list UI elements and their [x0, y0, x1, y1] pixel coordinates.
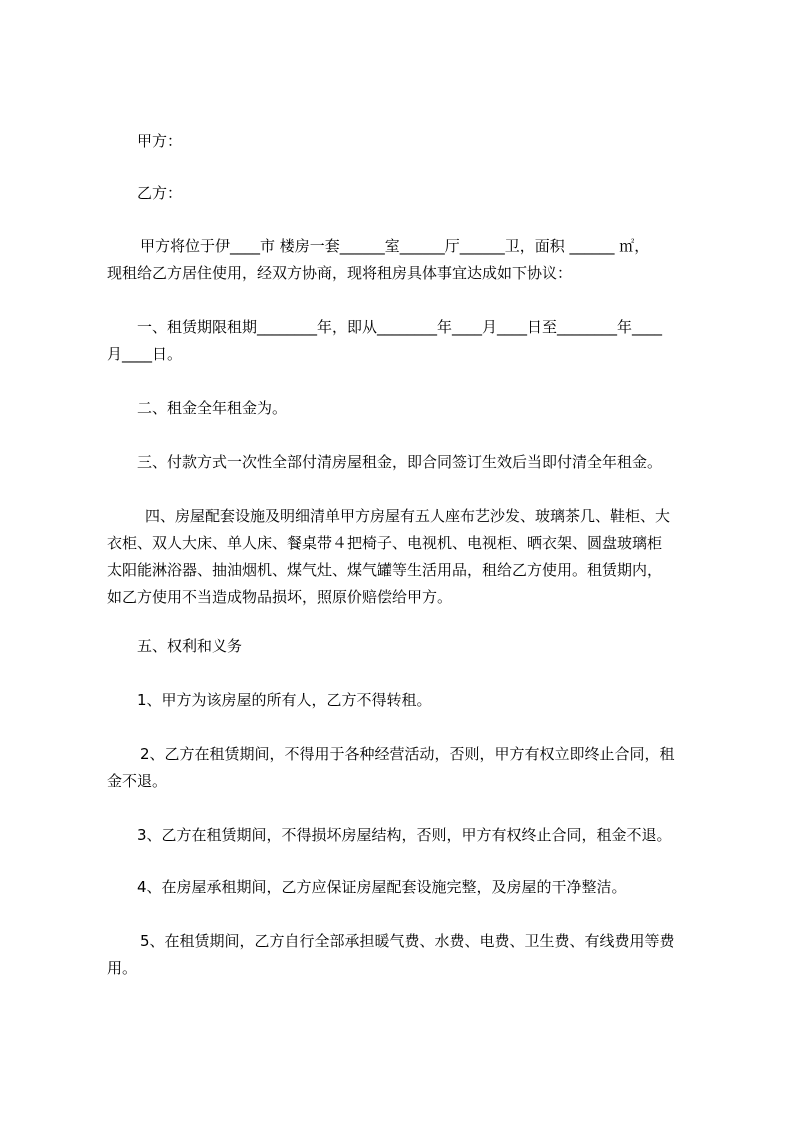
item-5-line-2: 用。	[107, 959, 138, 977]
clause-1-line-1: 一、租赁期限租期________年，即从________年____月____日至________年____	[137, 318, 663, 336]
clause-4-line-3: 太阳能淋浴器、抽油烟机、煤气灶、煤气罐等生活用品，租给乙方使用。租赁期内，	[107, 561, 663, 579]
clause-4-paragraph	[107, 503, 670, 611]
party-a-label: 甲方：	[137, 132, 183, 150]
item-2-line-2: 金不退。	[107, 772, 168, 790]
item-3-text: 3、乙方在租赁期间，不得损坏房屋结构，否则，甲方有权终止合同，租金不退。	[137, 826, 672, 844]
clause-1-line-2: 月____日。	[107, 345, 183, 363]
intro-line-2: 现租给乙方居住使用，经双方协商，现将租房具体事宜达成如下协议：	[107, 264, 573, 282]
party-b-label: 乙方：	[137, 184, 183, 202]
item-4-text: 4、在房屋承租期间，乙方应保证房屋配套设施完整，及房屋的干净整洁。	[137, 878, 627, 896]
item-5-paragraph	[107, 928, 675, 982]
intro-line-1: 甲方将位于伊____市 楼房一套______室______厅______卫，面积 ______ ㎡，	[140, 237, 650, 255]
clause-4-line-1: 四、房屋配套设施及明细清单甲方房屋有五人座布艺沙发、玻璃茶几、鞋柜、大	[145, 507, 671, 525]
item-2-paragraph	[107, 741, 675, 795]
clause-4-line-4: 如乙方使用不当造成物品损坏，照原价赔偿给甲方。	[107, 588, 453, 606]
clause-3-text: 三、付款方式一次性全部付清房屋租金，即合同签订生效后当即付清全年租金。	[137, 453, 663, 471]
clause-5-title: 五、权利和义务	[137, 637, 243, 655]
intro-paragraph	[107, 233, 649, 287]
clause-1-paragraph	[107, 314, 662, 368]
clause-4-line-2: 衣柜、双人大床、单人床、餐桌带４把椅子、电视机、电视柜、晒衣架、圆盘玻璃柜	[107, 534, 663, 552]
item-2-line-1: 2、乙方在租赁期间，不得用于各种经营活动，否则，甲方有权立即终止合同，租	[140, 745, 675, 763]
item-5-line-1: 5、在租赁期间，乙方自行全部承担暖气费、水费、电费、卫生费、有线费用等费	[140, 932, 675, 950]
clause-2-text: 二、租金全年租金为。	[137, 399, 288, 417]
item-1-text: 1、甲方为该房屋的所有人，乙方不得转租。	[137, 691, 432, 709]
